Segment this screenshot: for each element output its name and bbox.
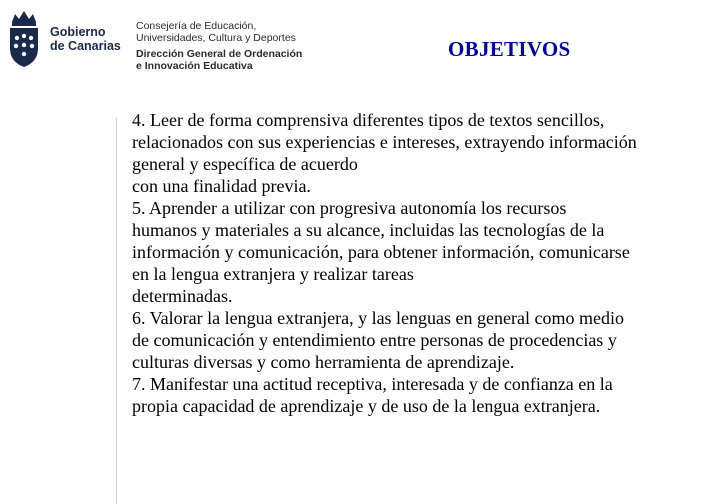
dept-line-2: Universidades, Cultura y Deportes: [136, 32, 296, 44]
dept-line-4: e Innovación Educativa: [136, 60, 253, 72]
logo-line-1: Gobierno: [50, 25, 106, 39]
text-line: determinadas.: [132, 286, 233, 306]
dept-line-3: Dirección General de Ordenación: [136, 48, 303, 60]
logo-wordmark: [50, 25, 121, 53]
text-line: culturas diversas y como herramienta de aprendizaje.: [132, 352, 515, 372]
canarias-coat-of-arms-icon: [4, 8, 44, 70]
text-line: 4. Leer de forma comprensiva diferentes tipos de textos sencillos,: [132, 110, 605, 130]
text-line: de comunicación y entendimiento entre personas de procedencias y: [132, 330, 617, 350]
text-line: con una finalidad previa.: [132, 176, 311, 196]
text-line: general y específica de acuerdo: [132, 154, 358, 174]
logo-line-2: de Canarias: [50, 39, 121, 53]
objectives-text: [132, 109, 722, 417]
text-line: 5. Aprender a utilizar con progresiva autonomía los recursos: [132, 198, 567, 218]
left-divider-line: [116, 118, 117, 504]
text-line: información y comunicación, para obtener información, comunicarse: [132, 242, 630, 262]
text-line: propia capacidad de aprendizaje y de uso de la lengua extranjera.: [132, 396, 601, 416]
department-block: [136, 20, 302, 72]
text-line: 7. Manifestar una actitud receptiva, interesada y de confianza en la: [132, 374, 613, 394]
text-line: 6. Valorar la lengua extranjera, y las lenguas en general como medio: [132, 308, 624, 328]
gobierno-canarias-logo: [4, 8, 121, 70]
dept-line-1: Consejería de Educación,: [136, 20, 257, 32]
slide-title: OBJETIVOS: [448, 37, 571, 61]
text-line: humanos y materiales a su alcance, incluidas las tecnologías de la: [132, 220, 605, 240]
text-line: en la lengua extranjera y realizar tareas: [132, 264, 414, 284]
text-line: relacionados con sus experiencias e intereses, extrayendo información: [132, 132, 637, 152]
